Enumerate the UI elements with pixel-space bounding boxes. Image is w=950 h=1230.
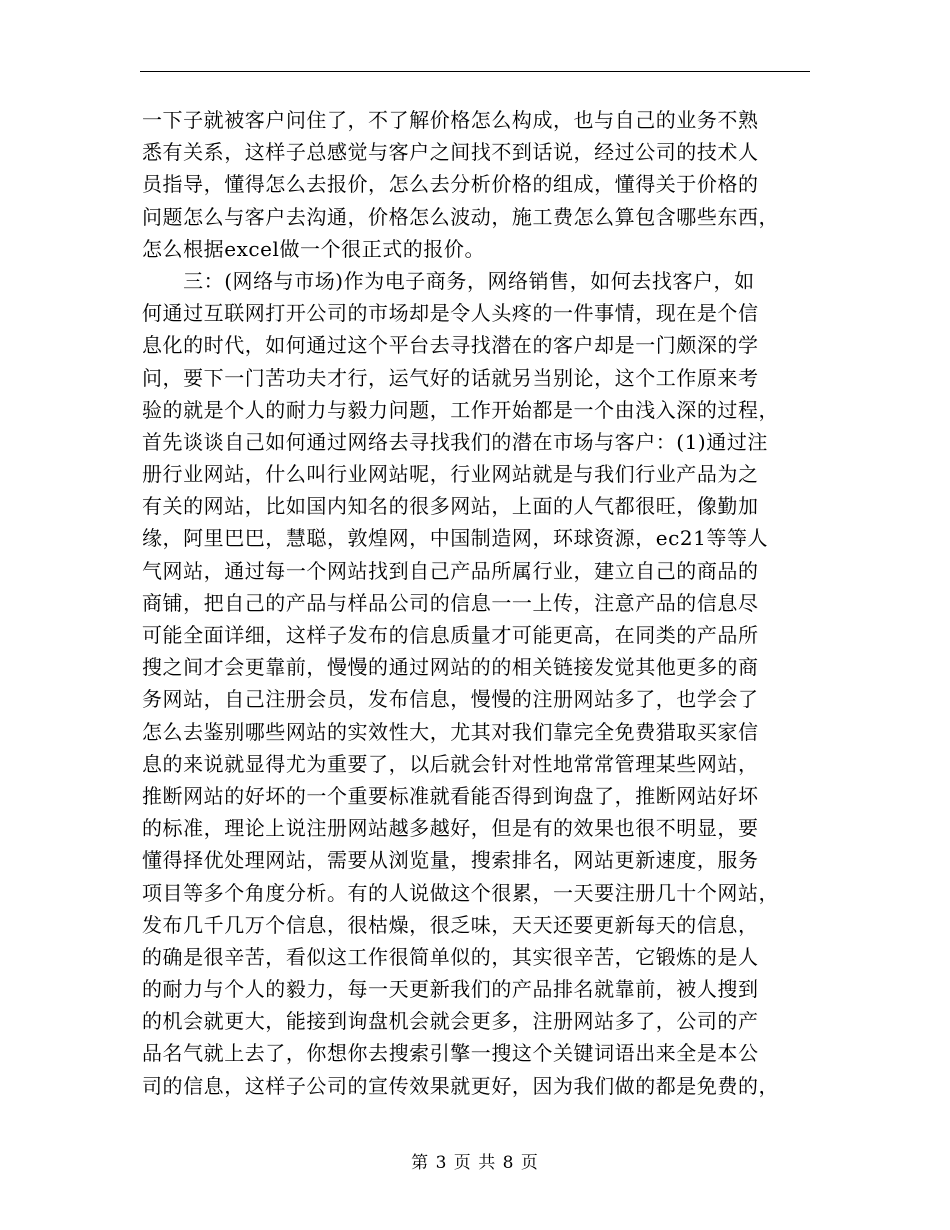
text-line: 的耐力与个人的毅力，每一天更新我们的产品排名就靠前，被人搜到 bbox=[142, 977, 759, 1002]
text-line: 息的来说就显得尤为重要了，以后就会针对性地常常管理某些网站， bbox=[142, 751, 759, 776]
text-line: 首先谈谈自己如何通过网络去寻找我们的潜在市场与客户：(1)通过注 bbox=[142, 429, 768, 454]
text-line: 何通过互联网打开公司的市场却是令人头疼的一件事情，现在是个信 bbox=[142, 301, 759, 326]
page-number-footer: 第 3 页 共 8 页 bbox=[411, 1153, 539, 1173]
text-line: 员指导，懂得怎么去报价，怎么去分析价格的组成，懂得关于价格的 bbox=[142, 172, 759, 197]
text-line: 推断网站的好坏的一个重要标准就看能否得到询盘了，推断网站好坏 bbox=[142, 783, 759, 808]
text-line: 商铺，把自己的产品与样品公司的信息一一上传，注意产品的信息尽 bbox=[142, 590, 759, 615]
text-line: 验的就是个人的耐力与毅力问题，工作开始都是一个由浅入深的过程， bbox=[142, 397, 780, 422]
text-line: 有关的网站，比如国内知名的很多网站，上面的人气都很旺，像勤加 bbox=[142, 494, 759, 519]
header-rule bbox=[140, 71, 810, 72]
text-line: 务网站，自己注册会员，发布信息，慢慢的注册网站多了，也学会了 bbox=[142, 687, 759, 712]
text-line: 问，要下一门苦功夫才行，运气好的话就另当别论，这个工作原来考 bbox=[142, 365, 759, 390]
text-line: 的确是很辛苦，看似这工作很简单似的，其实很辛苦，它锻炼的是人 bbox=[142, 944, 759, 969]
text-line: 册行业网站，什么叫行业网站呢，行业网站就是与我们行业产品为之 bbox=[142, 462, 759, 487]
text-line: 的机会就更大，能接到询盘机会就会更多，注册网站多了，公司的产 bbox=[142, 1009, 759, 1034]
text-line: 发布几千几万个信息，很枯燥，很乏味，天天还要更新每天的信息， bbox=[142, 912, 759, 937]
text-line: 息化的时代，如何通过这个平台去寻找潜在的客户却是一门颇深的学 bbox=[142, 333, 759, 358]
text-line: 三：(网络与市场)作为电子商务，网络销售，如何去找客户，如 bbox=[142, 268, 755, 293]
text-line: 悉有关系，这样子总感觉与客户之间找不到话说，经过公司的技术人 bbox=[142, 140, 759, 165]
text-line: 司的信息，这样子公司的宣传效果就更好，因为我们做的都是免费的， bbox=[142, 1073, 780, 1098]
text-line: 的标准，理论上说注册网站越多越好，但是有的效果也很不明显，要 bbox=[142, 816, 759, 841]
body-text bbox=[142, 104, 812, 1102]
text-line: 怎么根据excel做一个很正式的报价。 bbox=[142, 236, 485, 261]
text-line: 懂得择优处理网站，需要从浏览量，搜索排名，网站更新速度，服务 bbox=[142, 848, 759, 873]
text-line: 一下子就被客户问住了，不了解价格怎么构成，也与自己的业务不熟 bbox=[142, 108, 759, 132]
text-line: 怎么去鉴别哪些网站的实效性大，尤其对我们靠完全免费猎取买家信 bbox=[142, 719, 759, 744]
text-line: 气网站，通过每一个网站找到自己产品所属行业，建立自己的商品的 bbox=[142, 558, 759, 583]
text-line: 搜之间才会更靠前，慢慢的通过网站的的相关链接发觉其他更多的商 bbox=[142, 655, 759, 680]
text-line: 问题怎么与客户去沟通，价格怎么波动，施工费怎么算包含哪些东西， bbox=[142, 204, 780, 229]
text-line: 可能全面详细，这样子发布的信息质量才可能更高，在同类的产品所 bbox=[142, 623, 759, 647]
text-line: 品名气就上去了，你想你去搜索引擎一搜这个关键词语出来全是本公 bbox=[142, 1041, 759, 1066]
text-line: 缘，阿里巴巴，慧聪，敦煌网，中国制造网，环球资源，ec21等等人 bbox=[142, 526, 769, 551]
text-line: 项目等多个角度分析。有的人说做这个很累，一天要注册几十个网站， bbox=[142, 880, 780, 905]
